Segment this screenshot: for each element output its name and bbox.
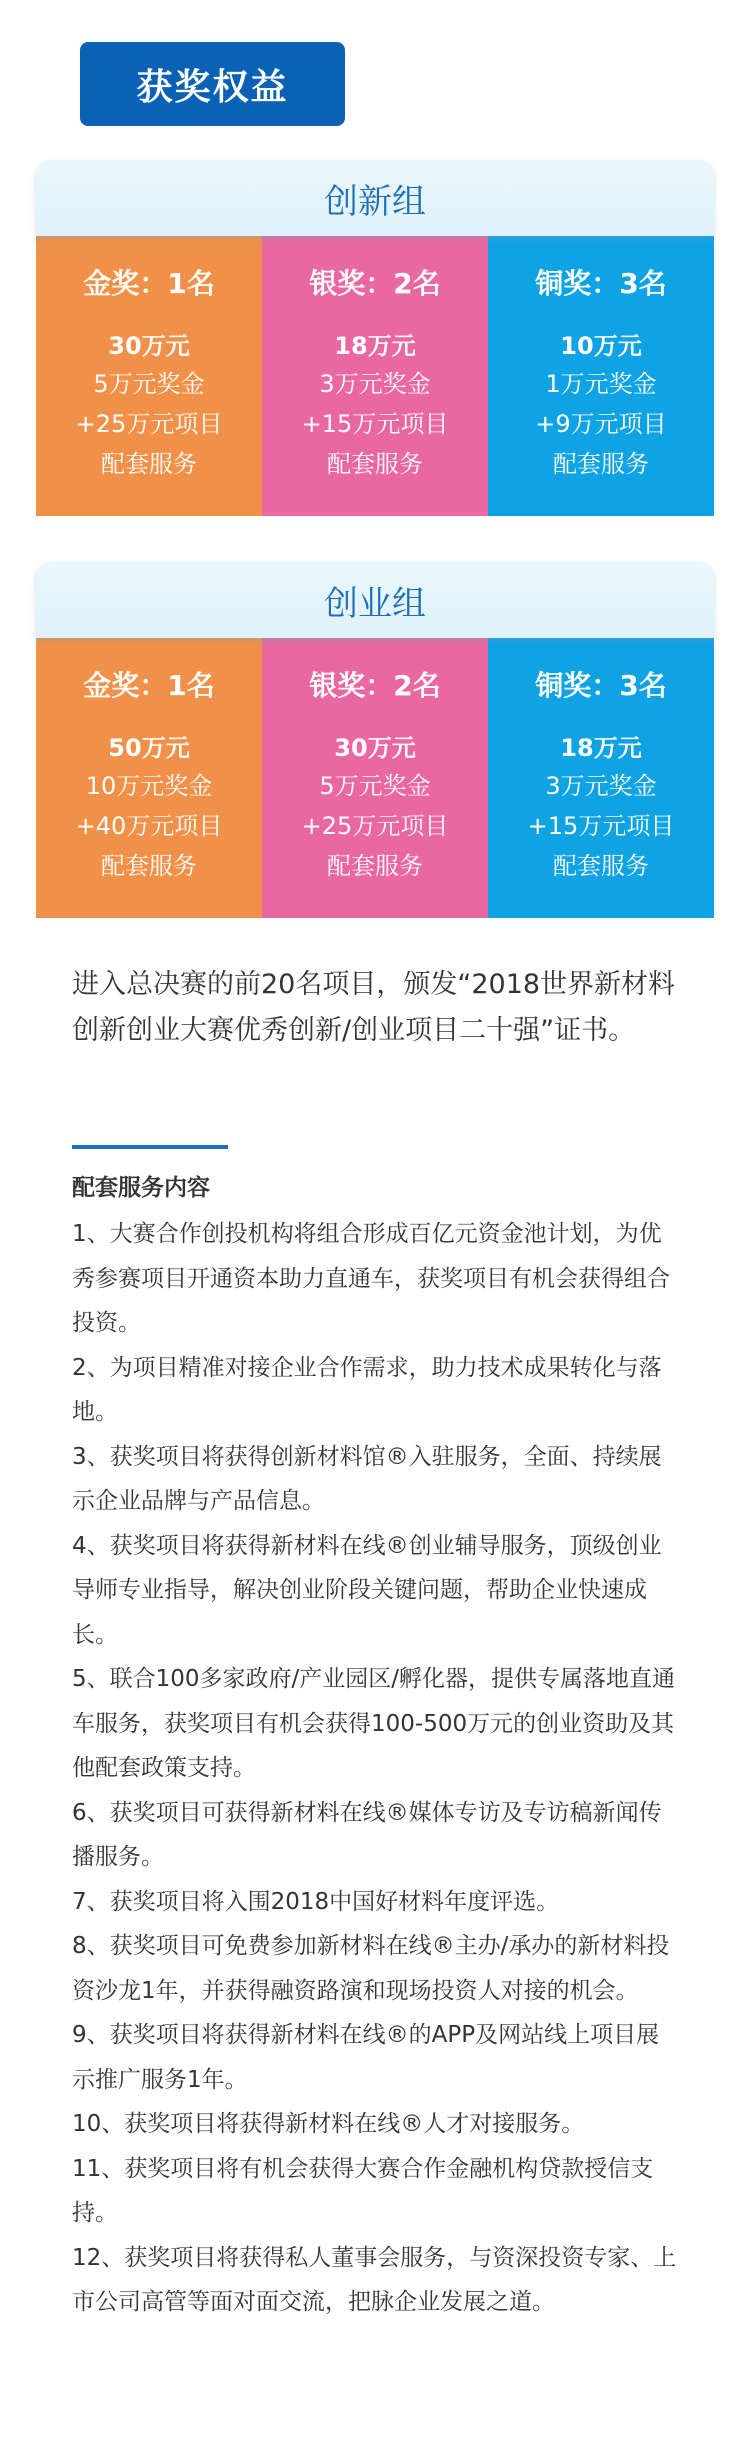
list-item: 4、获奖项目将获得新材料在线®创业辅导服务，顶级创业导师专业指导，解决创业阶段关键问题，帮助企业快速成长。 [72,1532,662,1648]
award-detail: 配套服务 [327,450,423,478]
award-name: 银奖：2名 [309,669,441,702]
list-item: 12、获奖项目将获得私人董事会服务，与资深投资专家、上市公司高管等面对面交流，把脉企业发展之道。 [72,2244,677,2315]
services-title: 配套服务内容 [72,1175,210,1201]
award-total: 18万元 [560,734,642,762]
award-detail: 3万元奖金 [319,370,431,398]
award-name: 银奖：2名 [309,267,441,300]
list-item: 10、获奖项目将获得新材料在线®人才对接服务。 [72,2111,585,2137]
list-item: 7、获奖项目将入围2018中国好材料年度评选。 [72,1888,560,1915]
group-innovation [36,160,714,516]
award-detail: 5万元奖金 [319,772,431,800]
award-detail: +25万元项目 [75,410,223,438]
award-name: 铜奖：3名 [535,267,667,300]
award-detail: +15万元项目 [527,812,675,840]
award-detail: 3万元奖金 [545,772,657,800]
bronze-award-card [488,236,714,516]
list-item: 2、为项目精准对接企业合作需求，助力技术成果转化与落地。 [72,1354,662,1425]
award-columns [36,638,714,918]
gold-award-card [36,638,262,918]
award-detail: +9万元项目 [535,410,667,438]
award-total: 18万元 [334,332,416,360]
award-name: 金奖：1名 [83,669,215,702]
gold-award-card [36,236,262,516]
award-detail: 配套服务 [101,450,197,478]
intro-text: 进入总决赛的前20名项目，颁发“2018世界新材料创新创业大赛优秀创新/创业项目二十强”证书。 [72,969,676,1046]
award-detail: 1万元奖金 [545,370,657,398]
award-detail: 10万元奖金 [85,772,213,800]
section-title: 获奖权益 [80,42,345,126]
list-item: 11、获奖项目将有机会获得大赛合作金融机构贷款授信支持。 [72,2155,654,2226]
list-item: 1、大赛合作创投机构将组合形成百亿元资金池计划，为优秀参赛项目开通资本助力直通车，获奖项目有机会获得组合投资。 [72,1221,670,1336]
award-total: 30万元 [334,734,416,762]
list-item: 8、获奖项目可免费参加新材料在线®主办/承办的新材料投资沙龙1年，并获得融资路演和现场投资人对接的机会。 [72,1933,670,2004]
award-detail: +15万元项目 [301,410,449,438]
list-item: 3、获奖项目将获得创新材料馆®入驻服务，全面、持续展示企业品牌与产品信息。 [72,1443,662,1514]
list-item: 6、获奖项目可获得新材料在线®媒体专访及专访稿新闻传播服务。 [72,1799,662,1870]
group-startup [36,562,714,918]
silver-award-card [262,638,488,918]
award-name: 铜奖：3名 [535,669,667,702]
group-title: 创业组 [36,562,714,638]
services-list [72,1212,682,2325]
divider [72,1145,228,1149]
award-detail: 配套服务 [327,852,423,880]
award-total: 30万元 [108,332,190,360]
award-detail: 5万元奖金 [93,370,205,398]
award-detail: 配套服务 [553,450,649,478]
list-item: 5、联合100多家政府/产业园区/孵化器，提供专属落地直通车服务，获奖项目有机会获得100-500万元的创业资助及其他配套政策支持。 [72,1666,676,1781]
award-detail: 配套服务 [101,852,197,880]
award-columns [36,236,714,516]
list-item: 9、获奖项目将获得新材料在线®的APP及网站线上项目展示推广服务1年。 [72,2022,660,2093]
silver-award-card [262,236,488,516]
bronze-award-card [488,638,714,918]
award-detail: +25万元项目 [301,812,449,840]
award-detail: +40万元项目 [75,812,223,840]
group-title: 创新组 [36,160,714,236]
award-total: 50万元 [108,734,190,762]
award-detail: 配套服务 [553,852,649,880]
award-total: 10万元 [560,332,642,360]
award-name: 金奖：1名 [83,267,215,300]
